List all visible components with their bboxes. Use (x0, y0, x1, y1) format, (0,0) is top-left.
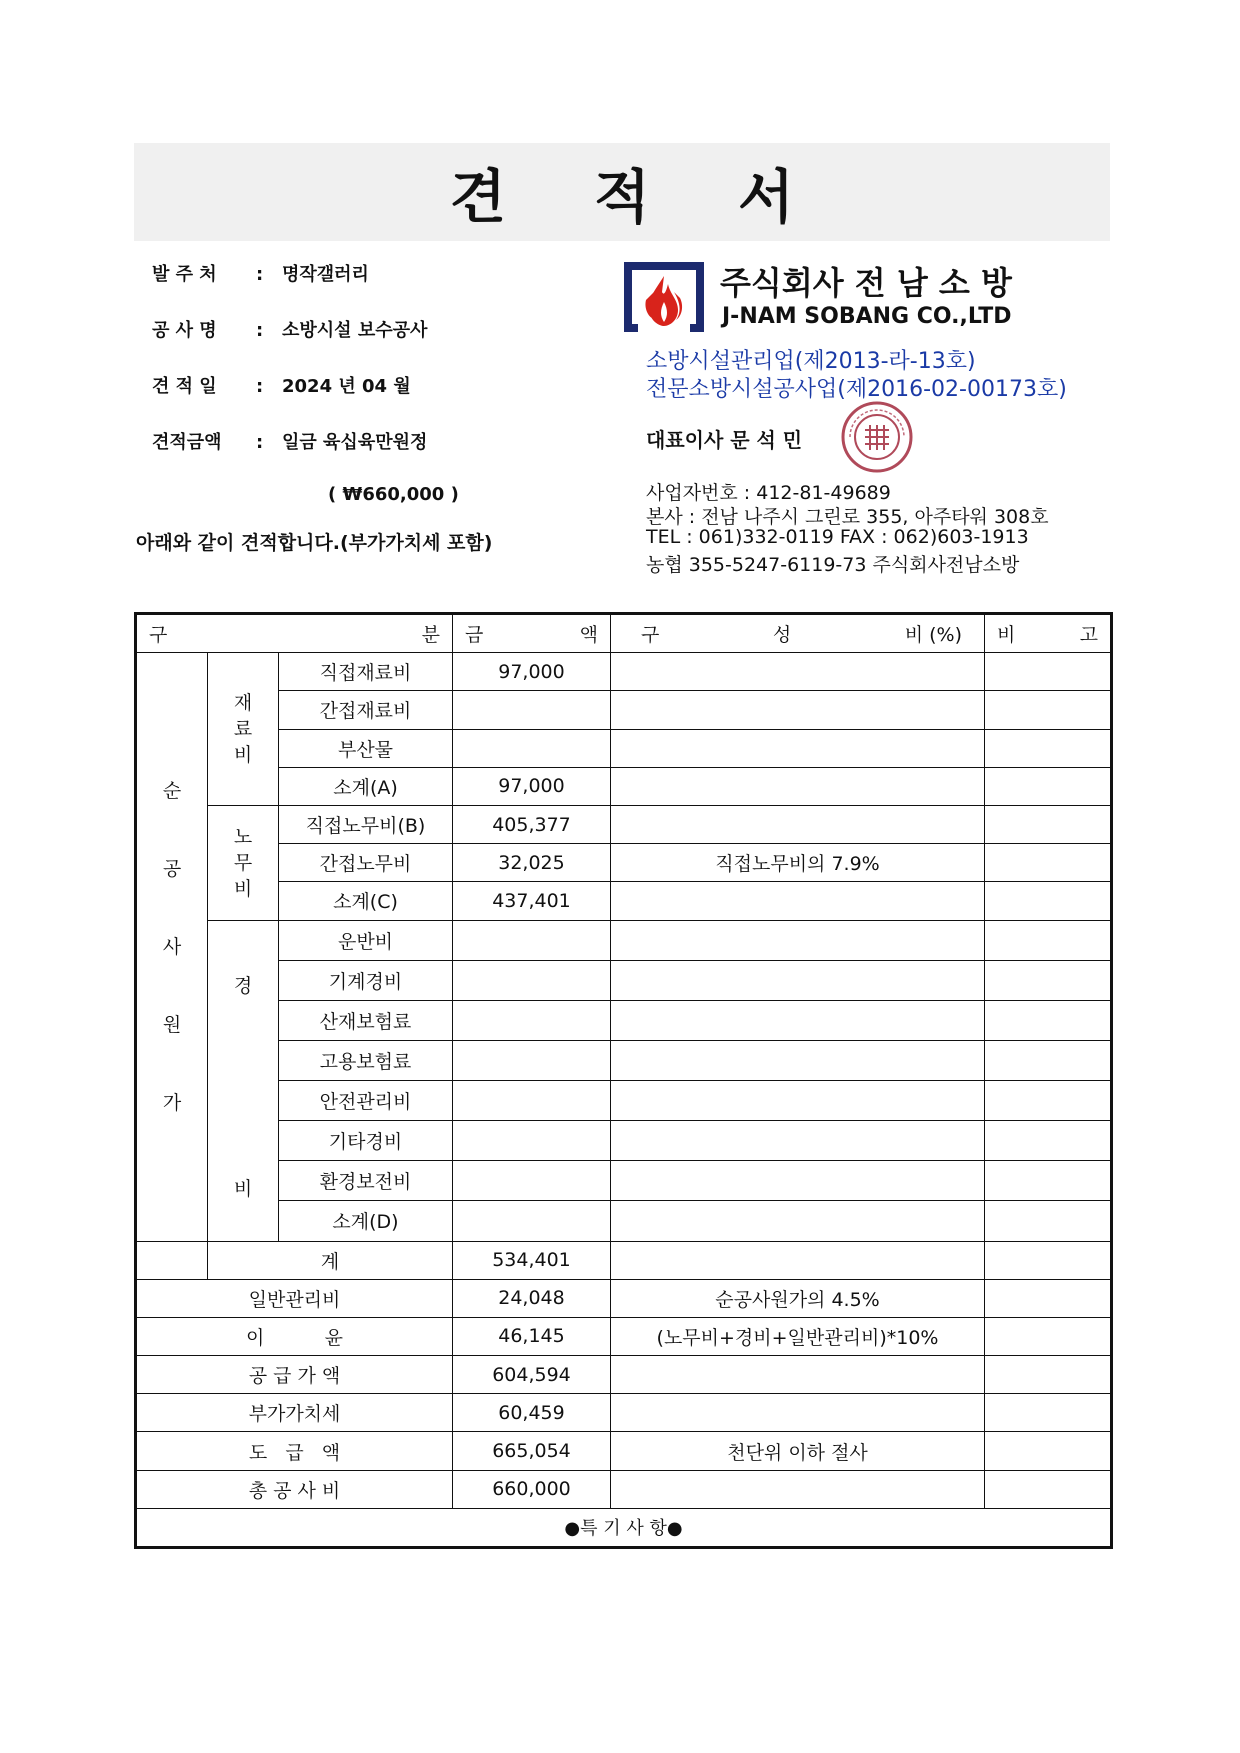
group-labor-char: 노 (233, 825, 253, 848)
row-note (985, 1081, 1112, 1121)
row-label: 소계(C) (279, 882, 453, 920)
row-amount (453, 1201, 611, 1241)
company-name-ko: 주식회사 전 남 소 방 (720, 264, 1012, 302)
row-composition (611, 767, 985, 805)
ceo-name: 대표이사 문 석 민 (646, 428, 803, 452)
row-label: 안전관리비 (279, 1081, 453, 1121)
business-number: 사업자번호 : 412-81-49689 (646, 482, 891, 504)
row-note (985, 1121, 1112, 1161)
table-row (136, 1394, 1112, 1432)
row-composition (611, 882, 985, 920)
date-row (152, 372, 411, 398)
row-amount: 534,401 (453, 1241, 611, 1279)
table-row (136, 1081, 1112, 1121)
project-row (152, 316, 427, 342)
row-composition (611, 1394, 985, 1432)
row-note (985, 1356, 1112, 1394)
amount-text: 일금 육십육만원정 (282, 432, 428, 453)
row-composition (611, 960, 985, 1000)
row-note (985, 882, 1112, 920)
client-label: 발 주 처 (152, 264, 217, 285)
table-row (136, 1201, 1112, 1241)
table-header-row (136, 614, 1112, 653)
table-row (136, 1356, 1112, 1394)
row-note (985, 960, 1112, 1000)
row-composition (611, 1470, 985, 1508)
header-gubun: 구 분 (136, 614, 453, 653)
row-amount: 604,594 (453, 1356, 611, 1394)
row-note (985, 1241, 1112, 1279)
group-material-char: 료 (233, 718, 253, 741)
row-label: 이 윤 (136, 1317, 453, 1355)
title-char: 견 (449, 163, 506, 231)
row-composition (611, 1000, 985, 1040)
row-composition (611, 1040, 985, 1080)
group-net-construction-cost (136, 653, 208, 1241)
table-row (136, 729, 1112, 767)
row-composition (611, 1081, 985, 1121)
row-composition: 천단위 이하 절사 (611, 1432, 985, 1470)
row-composition (611, 653, 985, 691)
group-main-char: 원 (162, 1013, 182, 1036)
header-composition: 구 성 비 (%) (611, 614, 985, 653)
row-label: 운반비 (279, 920, 453, 960)
row-amount (453, 1161, 611, 1201)
row-label: 산재보험료 (279, 1000, 453, 1040)
estimate-table (134, 612, 1113, 1549)
group-material-cost (208, 653, 279, 806)
row-label: 직접노무비(B) (279, 805, 453, 843)
table-row (136, 691, 1112, 729)
row-composition (611, 1241, 985, 1279)
table-row (136, 1121, 1112, 1161)
group-expense (208, 920, 279, 1241)
row-composition (611, 1356, 985, 1394)
row-amount: 60,459 (453, 1394, 611, 1432)
table-row (136, 1470, 1112, 1508)
row-note (985, 1470, 1112, 1508)
row-label: 환경보전비 (279, 1161, 453, 1201)
row-label: 기타경비 (279, 1121, 453, 1161)
row-label: 부가가치세 (136, 1394, 453, 1432)
table-row (136, 882, 1112, 920)
row-label: 직접재료비 (279, 653, 453, 691)
row-amount (453, 1040, 611, 1080)
row-composition (611, 1121, 985, 1161)
license-2: 전문소방시설공사업(제2016-02-00173호) (646, 377, 1067, 402)
row-note (985, 767, 1112, 805)
company-address: 본사 : 전남 나주시 그린로 355, 아주타워 308호 (646, 506, 1049, 528)
colon: : (256, 432, 264, 453)
row-label: 부산물 (279, 729, 453, 767)
table-row (136, 844, 1112, 882)
row-note (985, 920, 1112, 960)
row-note (985, 691, 1112, 729)
date-label: 견 적 일 (152, 376, 217, 397)
table-row (136, 1317, 1112, 1355)
date-value: 2024 년 04 월 (282, 376, 411, 397)
group-main-char: 공 (162, 857, 182, 880)
table-row (136, 960, 1112, 1000)
table-row (136, 1000, 1112, 1040)
row-note (985, 729, 1112, 767)
group-labor-char: 비 (233, 877, 253, 900)
project-value: 소방시설 보수공사 (282, 320, 428, 341)
row-note (985, 1394, 1112, 1432)
title-char: 서 (738, 163, 795, 231)
bank-account: 농협 355-5247-6119-73 주식회사전남소방 (646, 554, 1020, 576)
colon: : (256, 264, 264, 285)
row-label: 기계경비 (279, 960, 453, 1000)
row-label: 총 공 사 비 (136, 1470, 453, 1508)
row-amount (453, 1081, 611, 1121)
row-amount: 32,025 (453, 844, 611, 882)
row-amount (453, 1000, 611, 1040)
row-label: 고용보험료 (279, 1040, 453, 1080)
row-label: 소계(D) (279, 1201, 453, 1241)
row-label: 간접노무비 (279, 844, 453, 882)
row-composition: (노무비+경비+일반관리비)*10% (611, 1317, 985, 1355)
table-row (136, 767, 1112, 805)
group-material-char: 비 (233, 744, 253, 767)
amount-number: ( ₩660,000 ) (328, 484, 459, 505)
table-row-total (136, 1241, 1112, 1279)
amount-row (152, 428, 427, 454)
table-row (136, 1279, 1112, 1317)
row-note (985, 1040, 1112, 1080)
row-note (985, 1279, 1112, 1317)
row-amount: 437,401 (453, 882, 611, 920)
row-note (985, 1161, 1112, 1201)
license-1: 소방시설관리업(제2013-라-13호) (646, 349, 976, 374)
row-note (985, 653, 1112, 691)
colon: : (256, 320, 264, 341)
group-labor-cost (208, 805, 279, 920)
group-main-char: 사 (162, 935, 182, 958)
row-note (985, 1432, 1112, 1470)
document-title (406, 150, 838, 234)
row-composition: 순공사원가의 4.5% (611, 1279, 985, 1317)
row-amount (453, 729, 611, 767)
row-composition (611, 691, 985, 729)
row-composition (611, 805, 985, 843)
client-row (152, 260, 369, 286)
table-row (136, 1432, 1112, 1470)
project-label: 공 사 명 (152, 320, 217, 341)
table-row (136, 805, 1112, 843)
group-main-char: 가 (162, 1091, 182, 1114)
row-composition (611, 1201, 985, 1241)
row-amount (453, 920, 611, 960)
header-note: 비 고 (985, 614, 1112, 653)
row-amount: 97,000 (453, 653, 611, 691)
remarks-row (136, 1508, 1112, 1547)
row-note (985, 1201, 1112, 1241)
row-composition (611, 729, 985, 767)
row-composition (611, 1161, 985, 1201)
company-tel-fax: TEL : 061)332-0119 FAX : 062)603-1913 (646, 526, 1029, 548)
title-char: 적 (593, 163, 651, 231)
colon: : (256, 376, 264, 397)
row-note (985, 1317, 1112, 1355)
row-note (985, 805, 1112, 843)
row-amount: 46,145 (453, 1317, 611, 1355)
row-amount: 665,054 (453, 1432, 611, 1470)
title-bar (134, 143, 1110, 241)
table-row (136, 1161, 1112, 1201)
row-amount: 405,377 (453, 805, 611, 843)
group-labor-char: 무 (233, 851, 253, 874)
row-amount: 660,000 (453, 1470, 611, 1508)
row-note (985, 844, 1112, 882)
group-expense-bottom: 비 (233, 1177, 253, 1200)
company-name-en: J-NAM SOBANG CO.,LTD (722, 304, 1012, 329)
row-label: 계 (208, 1241, 453, 1279)
table-row (136, 653, 1112, 691)
row-amount (453, 691, 611, 729)
remarks-label: ●특 기 사 항● (136, 1508, 1112, 1547)
row-composition (611, 920, 985, 960)
row-amount (453, 960, 611, 1000)
table-row (136, 920, 1112, 960)
company-logo-icon (624, 262, 704, 332)
row-label: 소계(A) (279, 767, 453, 805)
table-row (136, 1040, 1112, 1080)
company-seal-icon (840, 400, 914, 474)
empty-cell (136, 1241, 208, 1279)
client-value: 명작갤러리 (282, 264, 369, 285)
row-label: 공 급 가 액 (136, 1356, 453, 1394)
row-amount (453, 1121, 611, 1161)
row-amount: 97,000 (453, 767, 611, 805)
row-amount: 24,048 (453, 1279, 611, 1317)
group-expense-top: 경 (233, 974, 253, 997)
notice-text: 아래와 같이 견적합니다.(부가가치세 포함) (136, 532, 493, 554)
row-label: 일반관리비 (136, 1279, 453, 1317)
row-label: 도 급 액 (136, 1432, 453, 1470)
row-note (985, 1000, 1112, 1040)
amount-label: 견적금액 (152, 432, 222, 453)
row-composition: 직접노무비의 7.9% (611, 844, 985, 882)
group-main-char: 순 (162, 779, 182, 802)
group-material-char: 재 (233, 692, 253, 715)
header-amount: 금 액 (453, 614, 611, 653)
row-label: 간접재료비 (279, 691, 453, 729)
